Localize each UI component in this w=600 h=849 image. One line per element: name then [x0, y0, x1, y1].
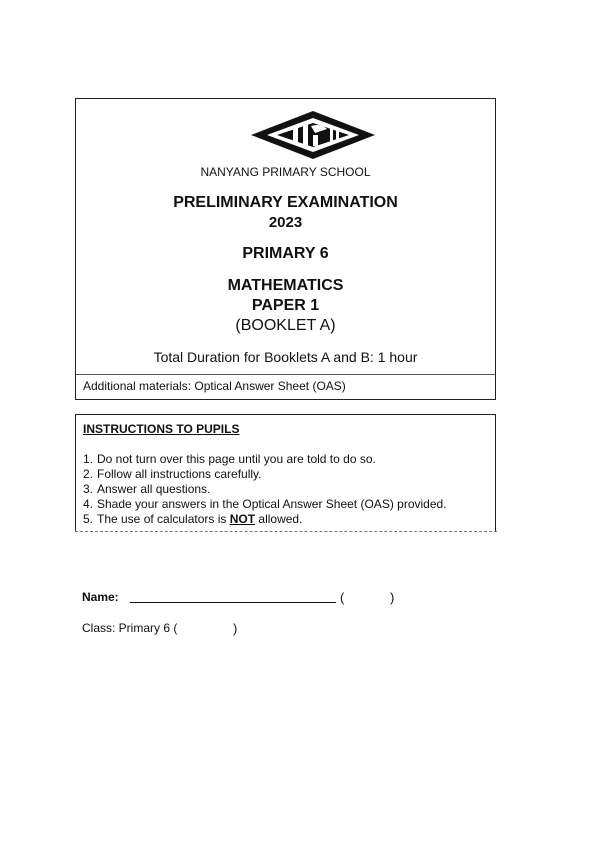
- class-label: Class: Primary 6 (: [82, 621, 178, 635]
- paper-title: PAPER 1: [251, 297, 320, 314]
- exam-title: PRELIMINARY EXAMINATION: [173, 194, 398, 211]
- additional-materials: Additional materials: Optical Answer Sheet (OAS): [83, 379, 346, 393]
- name-label: Name:: [82, 590, 119, 604]
- nanyang-school-crest-icon: [251, 109, 375, 161]
- instruction-item: 5. The use of calculators is NOT allowed.: [83, 512, 303, 526]
- not-emphasis: NOT: [229, 512, 256, 526]
- instruction-item: 1. Do not turn over this page until you are told to do so.: [83, 452, 376, 466]
- exam-year: 2023: [268, 214, 303, 231]
- subject-title: MATHEMATICS: [227, 277, 344, 294]
- school-name: NANYANG PRIMARY SCHOOL: [200, 165, 371, 179]
- class-close: ): [233, 621, 238, 636]
- register-number-open: (: [340, 590, 345, 605]
- instructions-list: [83, 452, 447, 527]
- duration-text: Total Duration for Booklets A and B: 1 hour: [153, 349, 418, 365]
- cover-box: [75, 98, 496, 400]
- name-blank-line[interactable]: [130, 602, 336, 603]
- register-number-close: ): [390, 590, 395, 605]
- instruction-item: 3. Answer all questions.: [83, 482, 211, 496]
- instructions-box: [75, 414, 496, 532]
- materials-divider: [76, 374, 495, 375]
- instructions-heading: INSTRUCTIONS TO PUPILS: [83, 422, 240, 436]
- booklet-label: (BOOKLET A): [235, 317, 336, 334]
- level-title: PRIMARY 6: [242, 245, 329, 262]
- instruction-item: 2. Follow all instructions carefully.: [83, 467, 262, 481]
- instruction-item: 4. Shade your answers in the Optical Answer Sheet (OAS) provided.: [83, 497, 447, 511]
